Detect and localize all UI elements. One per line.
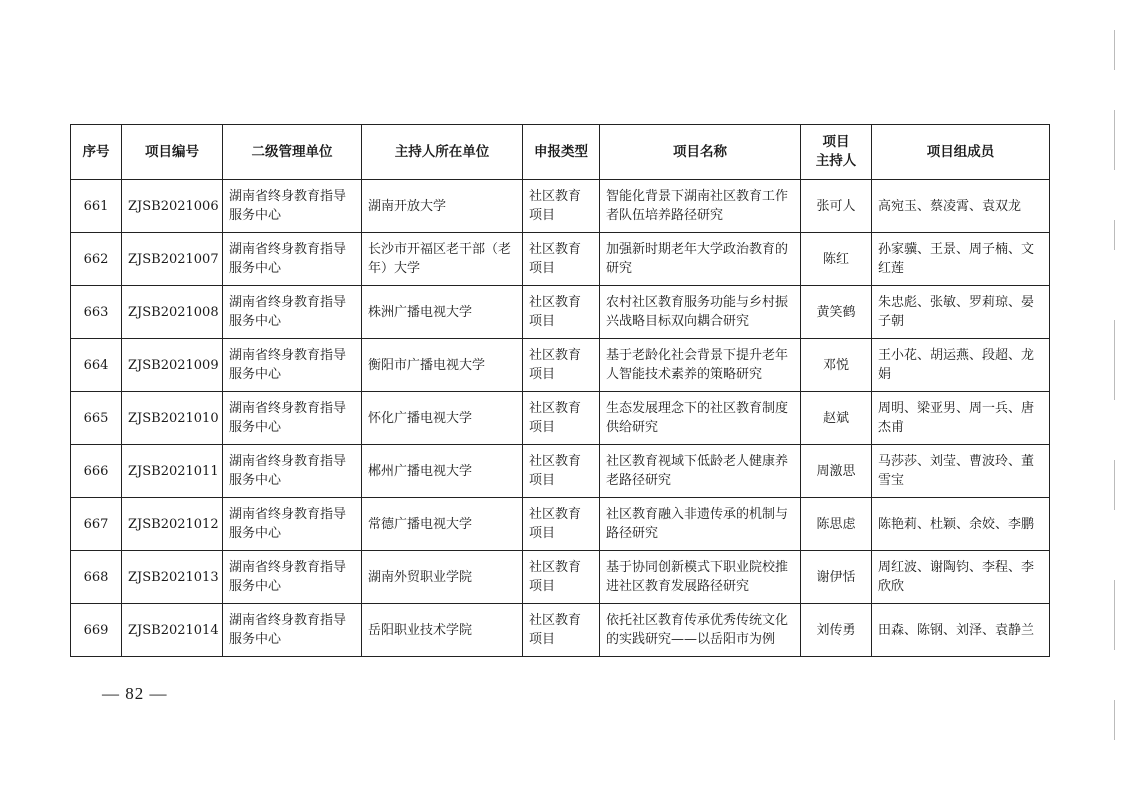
header-team-members: 项目组成员 [872,125,1050,180]
row-project-name: 生态发展理念下的社区教育制度供给研究 [600,392,801,445]
row-project-host: 赵斌 [801,392,872,445]
row-project-name: 智能化背景下湖南社区教育工作者队伍培养路径研究 [600,180,801,233]
table-row [71,445,1050,498]
row-management-unit: 湖南省终身教育指导服务中心 [223,551,362,604]
row-application-type: 社区教育项目 [523,339,600,392]
row-project-code: ZJSB2021011 [122,445,223,498]
row-management-unit: 湖南省终身教育指导服务中心 [223,604,362,657]
row-application-type: 社区教育项目 [523,551,600,604]
row-project-code: ZJSB2021007 [122,233,223,286]
row-project-code: ZJSB2021012 [122,498,223,551]
row-host-unit: 郴州广播电视大学 [362,445,523,498]
row-project-name: 农村社区教育服务功能与乡村振兴战略目标双向耦合研究 [600,286,801,339]
row-index: 666 [71,445,122,498]
row-team-members: 田森、陈钢、刘泽、袁静兰 [872,604,1050,657]
row-project-name: 加强新时期老年大学政治教育的研究 [600,233,801,286]
header-project-code: 项目编号 [122,125,223,180]
row-management-unit: 湖南省终身教育指导服务中心 [223,286,362,339]
row-application-type: 社区教育项目 [523,180,600,233]
row-index: 662 [71,233,122,286]
row-project-host: 黄笑鹤 [801,286,872,339]
row-project-code: ZJSB2021013 [122,551,223,604]
table-row [71,286,1050,339]
row-application-type: 社区教育项目 [523,233,600,286]
row-application-type: 社区教育项目 [523,286,600,339]
row-project-code: ZJSB2021009 [122,339,223,392]
row-project-code: ZJSB2021006 [122,180,223,233]
table-row [71,339,1050,392]
table-row [71,551,1050,604]
table-row [71,233,1050,286]
row-management-unit: 湖南省终身教育指导服务中心 [223,339,362,392]
row-index: 664 [71,339,122,392]
row-index: 667 [71,498,122,551]
row-management-unit: 湖南省终身教育指导服务中心 [223,498,362,551]
row-team-members: 王小花、胡运燕、段超、龙娟 [872,339,1050,392]
row-team-members: 高宛玉、蔡凌霄、袁双龙 [872,180,1050,233]
row-team-members: 朱忠彪、张敏、罗莉琼、晏子朝 [872,286,1050,339]
row-team-members: 周红波、谢陶钧、李程、李欣欣 [872,551,1050,604]
page-number: — 82 — [102,684,168,703]
row-host-unit: 湖南开放大学 [362,180,523,233]
row-project-host: 陈红 [801,233,872,286]
row-team-members: 周明、梁亚男、周一兵、唐杰甫 [872,392,1050,445]
row-team-members: 孙家骥、王景、周子楠、文红莲 [872,233,1050,286]
row-team-members: 马莎莎、刘莹、曹波玲、董雪宝 [872,445,1050,498]
header-index: 序号 [71,125,122,180]
header-project-host: 项目 主持人 [801,125,872,180]
row-management-unit: 湖南省终身教育指导服务中心 [223,392,362,445]
table-row [71,180,1050,233]
row-project-code: ZJSB2021010 [122,392,223,445]
row-project-host: 邓悦 [801,339,872,392]
header-application-type: 申报类型 [523,125,600,180]
row-management-unit: 湖南省终身教育指导服务中心 [223,180,362,233]
row-project-name: 社区教育视域下低龄老人健康养老路径研究 [600,445,801,498]
row-project-name: 基于老龄化社会背景下提升老年人智能技术素养的策略研究 [600,339,801,392]
row-host-unit: 常德广播电视大学 [362,498,523,551]
row-application-type: 社区教育项目 [523,392,600,445]
row-management-unit: 湖南省终身教育指导服务中心 [223,233,362,286]
row-index: 661 [71,180,122,233]
table-row [71,604,1050,657]
header-host-unit: 主持人所在单位 [362,125,523,180]
row-team-members: 陈艳莉、杜颖、余姣、李鹏 [872,498,1050,551]
row-application-type: 社区教育项目 [523,445,600,498]
row-project-code: ZJSB2021014 [122,604,223,657]
row-application-type: 社区教育项目 [523,604,600,657]
row-host-unit: 株洲广播电视大学 [362,286,523,339]
row-project-host: 谢伊恬 [801,551,872,604]
row-project-host: 张可人 [801,180,872,233]
row-index: 665 [71,392,122,445]
header-project-name: 项目名称 [600,125,801,180]
row-project-code: ZJSB2021008 [122,286,223,339]
row-host-unit: 岳阳职业技术学院 [362,604,523,657]
table-header-row [71,125,1050,180]
row-host-unit: 长沙市开福区老干部（老年）大学 [362,233,523,286]
row-host-unit: 湖南外贸职业学院 [362,551,523,604]
row-management-unit: 湖南省终身教育指导服务中心 [223,445,362,498]
row-project-host: 刘传勇 [801,604,872,657]
scan-edge-marks [1112,20,1118,780]
row-index: 663 [71,286,122,339]
row-project-name: 社区教育融入非遗传承的机制与路径研究 [600,498,801,551]
table-row [71,392,1050,445]
header-management-unit: 二级管理单位 [223,125,362,180]
row-project-name: 基于协同创新模式下职业院校推进社区教育发展路径研究 [600,551,801,604]
row-host-unit: 衡阳市广播电视大学 [362,339,523,392]
row-index: 668 [71,551,122,604]
row-project-name: 依托社区教育传承优秀传统文化的实践研究——以岳阳市为例 [600,604,801,657]
row-project-host: 周激思 [801,445,872,498]
row-project-host: 陈思虑 [801,498,872,551]
table-row [71,498,1050,551]
row-application-type: 社区教育项目 [523,498,600,551]
row-index: 669 [71,604,122,657]
project-table [70,124,1050,657]
row-host-unit: 怀化广播电视大学 [362,392,523,445]
